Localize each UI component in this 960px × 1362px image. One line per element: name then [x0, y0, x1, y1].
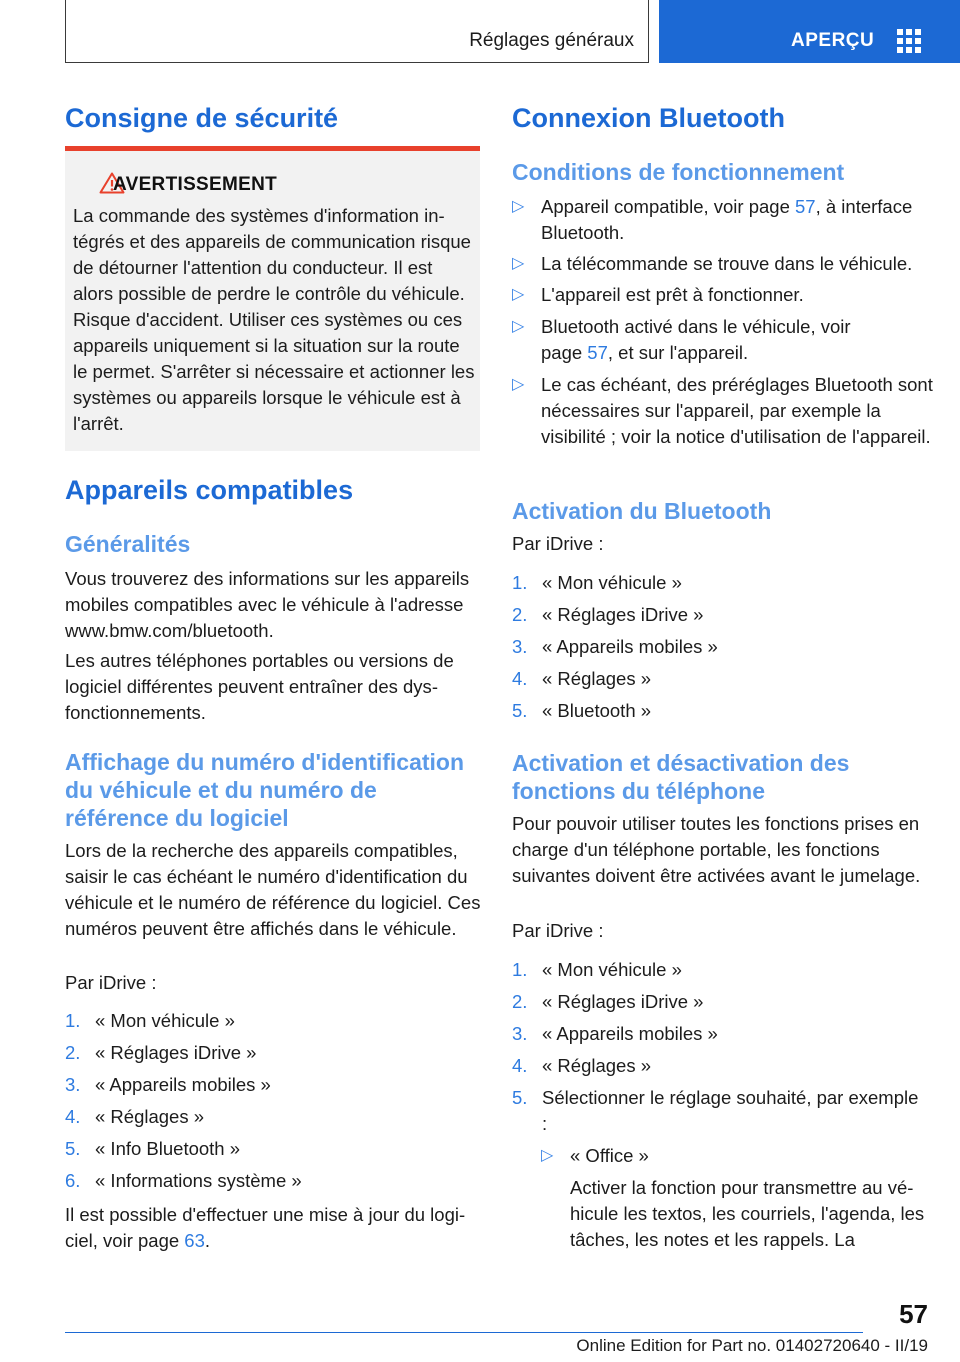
activation-title: Activation du Bluetooth: [512, 498, 772, 524]
list-number: 2.: [65, 1042, 81, 1063]
software-update-paragraph: [65, 1202, 480, 1254]
list-text: « Bluetooth »: [542, 700, 652, 721]
header-section-title: Réglages généraux: [469, 30, 634, 51]
list-number: 5.: [65, 1138, 81, 1159]
sub-item-text: Activer la fonction pour transmettre au véhicule les textos, les courriels, l'agenda, les tâches, les notes et les rappels. La: [570, 1177, 925, 1250]
warning-text: La commande des systèmes d'information intégrés et des appareils de communication risque de détourner l'attention du conducteur. Il est alors possible de perdre le contrôle du véhicule. Risque d'accident. Utiliser ces systèmes ou ces appareils uniquement si la situation sur la route le permet. S'arrêter si nécessaire et actionner les systèmes ou appareils lorsque le véhicule est à l'arrêt.: [73, 205, 475, 434]
page-number: 57: [899, 1299, 928, 1329]
safety-title: Consigne de sécurité: [65, 103, 339, 133]
list-text: « Informations système »: [95, 1170, 302, 1191]
page-link-57[interactable]: 57: [587, 342, 608, 363]
list-text: « Mon véhicule »: [542, 572, 682, 593]
list-number: 1.: [65, 1010, 81, 1031]
general-paragraph-2: Les autres téléphones portables ou versions de logiciel différentes peuvent entraîner des dysfonctionnements.: [65, 650, 454, 723]
list-number: 2.: [512, 604, 528, 625]
list-number: 6.: [65, 1170, 81, 1191]
warning-box: [65, 151, 480, 451]
list-text: Sélectionner le réglage souhaité, par exemple :: [542, 1087, 919, 1134]
list-text: « Info Bluetooth »: [95, 1138, 241, 1159]
update-text-end: .: [204, 1230, 211, 1251]
list-text: L'appareil est prêt à fonctionner.: [541, 284, 804, 305]
phone-functions-title: Activation et désactivation des fonctions du téléphone: [512, 750, 850, 804]
list-number: 5.: [512, 700, 528, 721]
list-text: « Mon véhicule »: [542, 959, 682, 980]
cond-text-end: , à interface Bluetooth.: [541, 196, 913, 243]
vin-paragraph: Lors de la recherche des appareils compatibles, saisir le cas échéant le numéro d'identification du véhicule et le numéro de référence du logiciel. Ces numéros peuvent être affichés dans le véhicule.: [65, 840, 481, 939]
list-text: « Mon véhicule »: [95, 1010, 235, 1031]
compat-title: Appareils compatibles: [65, 475, 354, 505]
list-number: 3.: [512, 1023, 528, 1044]
list-text: « Appareils mobiles »: [542, 1023, 718, 1044]
general-title: Généralités: [65, 531, 191, 557]
bullet-triangle-icon: ▷: [541, 1147, 554, 1164]
list-number: 3.: [65, 1074, 81, 1095]
list-text: La télécommande se trouve dans le véhicule.: [541, 253, 913, 274]
list-text: « Réglages iDrive »: [542, 604, 704, 625]
cond-text-end: , et sur l'appareil.: [607, 342, 749, 363]
list-text: « Réglages »: [95, 1106, 205, 1127]
bullet-triangle-icon: ▷: [512, 198, 525, 215]
list-number: 4.: [512, 1055, 528, 1076]
bullet-triangle-icon: ▷: [512, 286, 525, 303]
list-number: 5.: [512, 1087, 528, 1108]
warning-title: AVERTISSEMENT: [113, 174, 278, 195]
list-text: « Réglages iDrive »: [95, 1042, 257, 1063]
cond-text: Appareil compatible, voir page: [541, 196, 796, 217]
list-text: [541, 314, 871, 366]
page-link-57[interactable]: 57: [795, 196, 816, 217]
bullet-triangle-icon: ▷: [512, 376, 525, 393]
list-text: [541, 194, 931, 246]
activation-idrive-label: Par iDrive :: [512, 533, 604, 554]
list-number: 4.: [65, 1106, 81, 1127]
list-number: 1.: [512, 572, 528, 593]
cond-text: Bluetooth activé dans le véhicule, voir page: [541, 316, 851, 363]
header-overview-tab[interactable]: [659, 0, 960, 63]
list-text: « Appareils mobiles »: [542, 636, 718, 657]
grid-menu-icon[interactable]: [897, 29, 921, 53]
vin-idrive-label: Par iDrive :: [65, 972, 157, 993]
general-paragraph-1: Vous trouverez des informations sur les appareils mobiles compatibles avec le véhicule à l'adresse www.bmw.com/bluetooth.: [65, 568, 470, 641]
list-number: 1.: [512, 959, 528, 980]
list-number: 3.: [512, 636, 528, 657]
footer-edition: Online Edition for Part no. 01402720640 - II/19: [576, 1336, 928, 1355]
phone-idrive-label: Par iDrive :: [512, 920, 604, 941]
list-number: 4.: [512, 668, 528, 689]
list-text: Le cas échéant, des préréglages Bluetooth sont nécessaires sur l'appareil, par exemple la visibilité ; voir la notice d'utilisation de l'appareil.: [541, 374, 933, 447]
list-text: « Réglages »: [542, 668, 652, 689]
sub-item-label: « Office »: [570, 1145, 649, 1166]
footer-divider: [65, 1332, 863, 1333]
header-section-box: [65, 0, 649, 63]
update-text: Il est possible d'effectuer une mise à jour du logiciel, voir page: [65, 1204, 466, 1251]
phone-paragraph: Pour pouvoir utiliser toutes les fonctions prises en charge d'un téléphone portable, les fonctions suivantes doivent être activées avant le jumelage.: [512, 813, 921, 886]
conditions-title: Conditions de fonctionnement: [512, 159, 845, 185]
list-text: « Réglages »: [542, 1055, 652, 1076]
list-number: 2.: [512, 991, 528, 1012]
list-text: « Réglages iDrive »: [542, 991, 704, 1012]
bullet-triangle-icon: ▷: [512, 255, 525, 272]
list-text: « Appareils mobiles »: [95, 1074, 271, 1095]
page-link-63[interactable]: 63: [184, 1230, 205, 1251]
bluetooth-title: Connexion Bluetooth: [512, 103, 785, 133]
vin-title: Affichage du numéro d'identification du véhicule et du numéro de référence du logiciel: [65, 749, 465, 831]
overview-tab-label: APERÇU: [791, 30, 875, 51]
bullet-triangle-icon: ▷: [512, 318, 525, 335]
